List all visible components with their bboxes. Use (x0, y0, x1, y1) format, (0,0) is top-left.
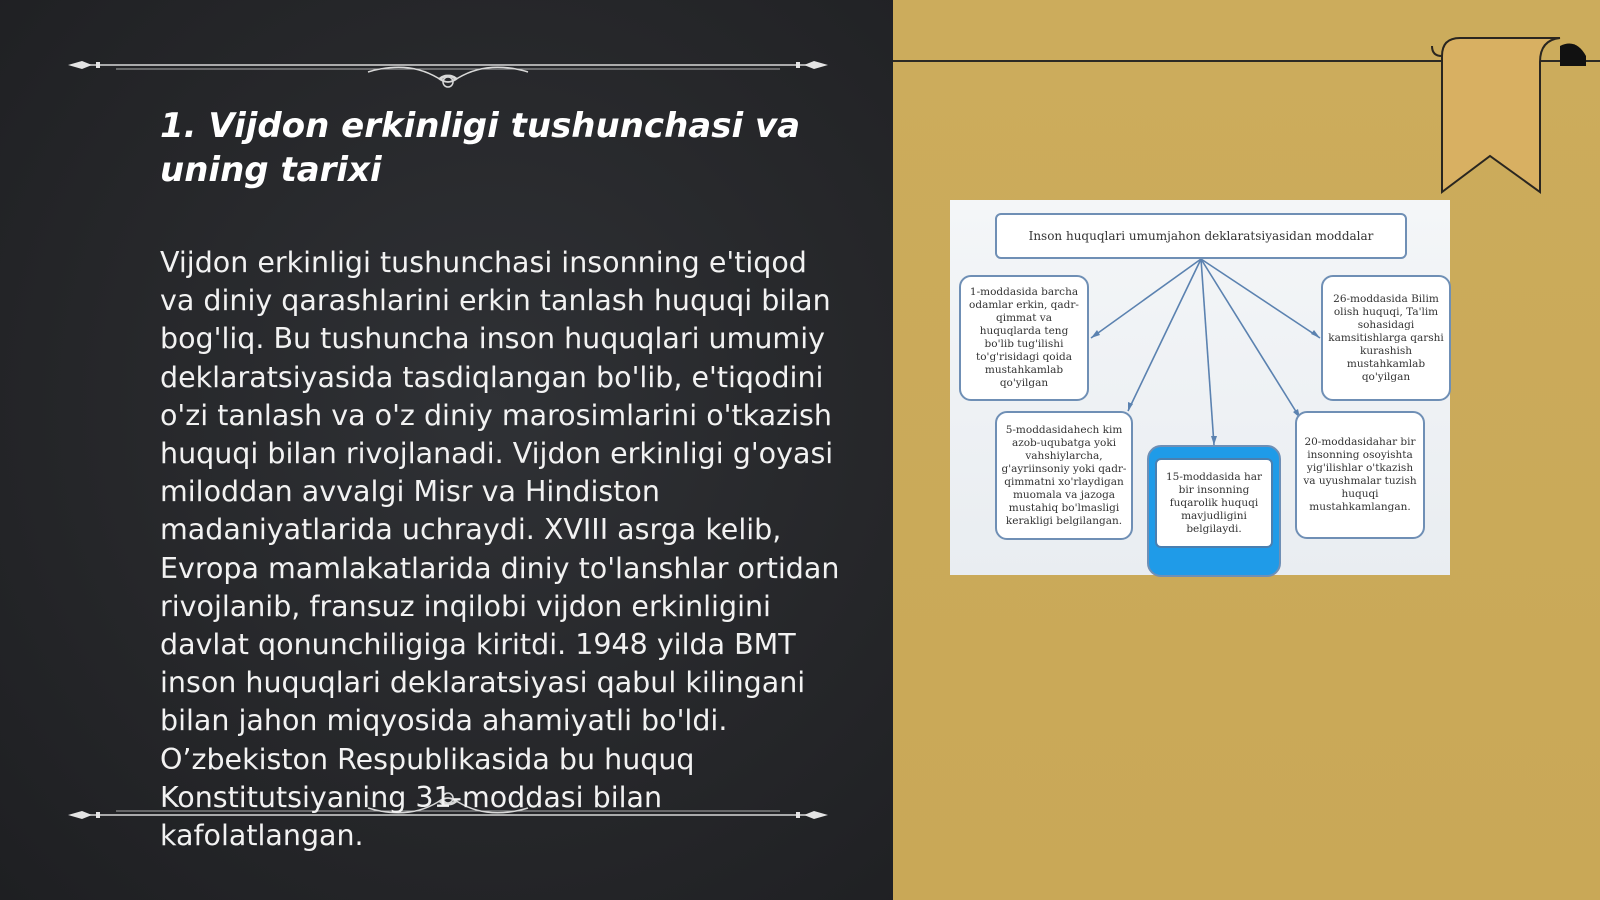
article-20-box: 20-moddasidahar bir insonning osoyishta yig'ilishlar o'tkazish va uyushmalar tuzish huquqi mustahkamlangan. (1295, 411, 1425, 539)
article-15-box: 15-moddasida har bir insonning fuqarolik huquqi mavjudligini belgilaydi. (1155, 458, 1273, 548)
bookmark-ribbon-icon (1430, 34, 1600, 204)
article-1-box: 1-moddasida barcha odamlar erkin, qadr-qimmat va huquqlarda teng bo'lib tug'ilishi to'g'risidagi qoida mustahkamlab qo'yilgan (959, 275, 1089, 401)
article-26-box: 26-moddasida Bilim olish huquqi, Ta'lim sohasidagi kamsitishlarga qarshi kurashish mustahkamlab qo'yilgan (1321, 275, 1451, 401)
slide-body-text: Vijdon erkinligi tushunchasi insonning e'tiqod va diniy qarashlarini erkin tanlash huquqi bilan bog'liq. Bu tushuncha inson huquqlari umumiy deklaratsiyasida tasdiqlangan bo'lib, e'tiqodini o'zi tanlash va o'z diniy marosimlarini o'tkazish huquqi bilan rivojlanadi. Vijdon erkinligi g'oyasi miloddan avvalgi Misr va Hindiston madaniyatlarida uchraydi. XVIII asrga kelib, Evropa mamlakatlarida diniy to'lanshlar ortidan rivojlanib, fransuz inqilobi vijdon erkinligini davlat qonunchiligiga kiritdi. 1948 yilda BMT inson huquqlari deklaratsiyasi qabul kilingani bilan jahon miqyosida ahamiyatli bo'ldi. O’zbekiston Respublikasida bu huquq Konstitutsiyaning 31-moddasi bilan kafolatlangan. (160, 246, 840, 853)
article-5-box: 5-moddasidahech kim azob-uqubatga yoki vahshiylarcha, g'ayriinsoniy yoki qadr-qimmatni xo'rlaydigan muomala va jazoga mustahiq bo'lmasligi kerakligi belgilangan. (995, 411, 1133, 540)
slide-title: 1. Vijdon erkinligi tushunchasi va uning tarixi (160, 106, 801, 190)
top-ornament-divider (68, 50, 828, 90)
diagram-header-box: Inson huquqlari umumjahon deklaratsiyasidan moddalar (995, 213, 1407, 259)
declaration-diagram-image (950, 200, 1450, 575)
